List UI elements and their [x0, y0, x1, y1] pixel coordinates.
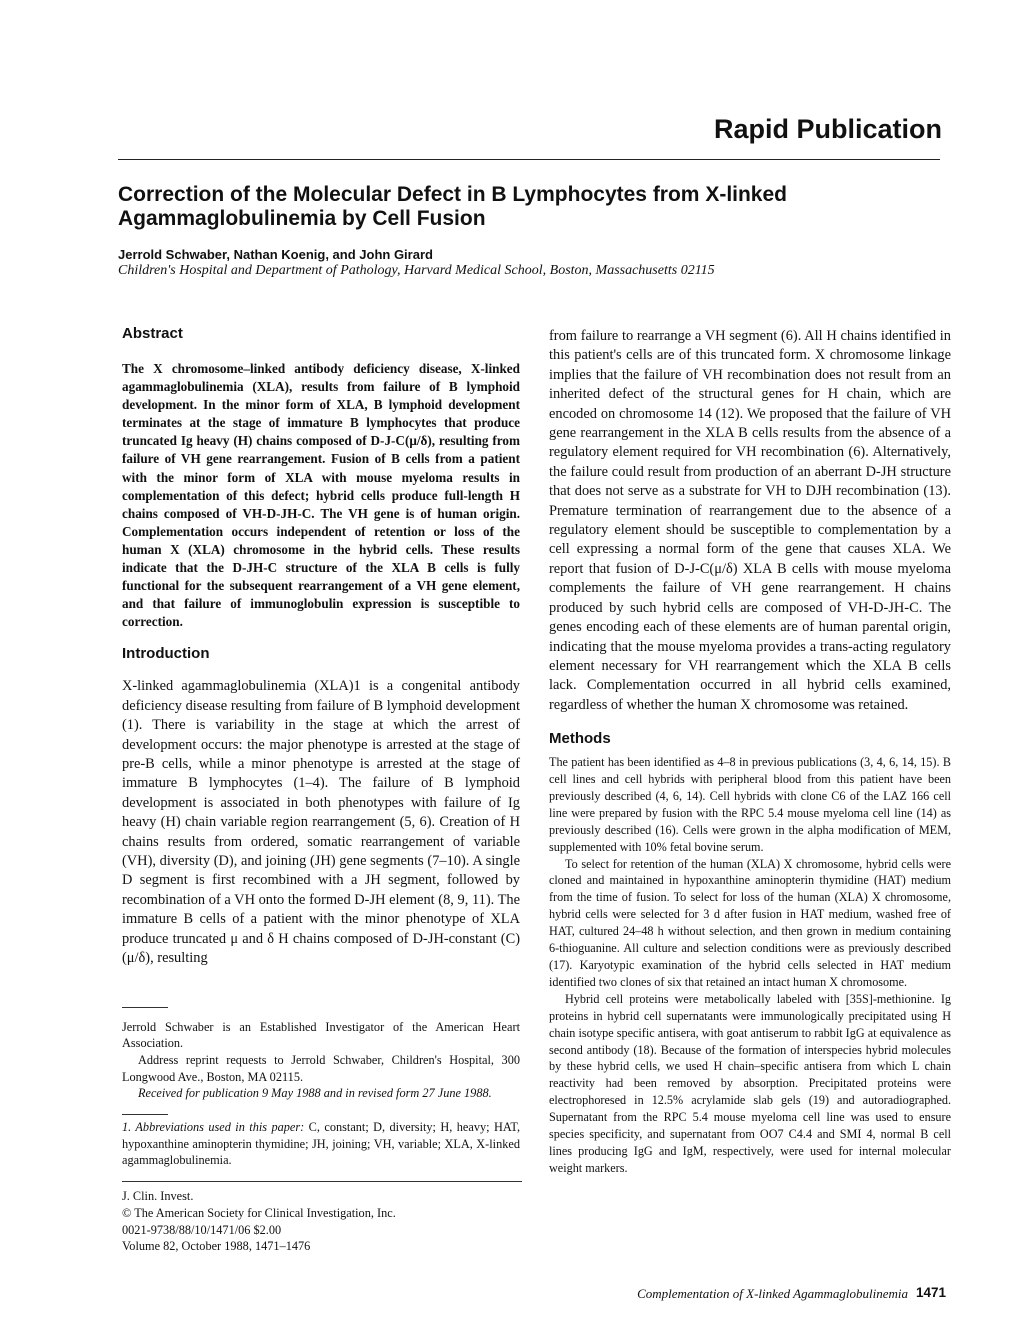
journal-copyright: © The American Society for Clinical Investigation, Inc. — [122, 1205, 396, 1220]
journal-info — [122, 1188, 520, 1255]
left-column — [122, 320, 520, 1255]
abstract-text: The X chromosome–linked antibody deficiency disease, X-linked agammaglobulinemia (XLA), results from failure of B lymphoid development. In the minor form of XLA, B lymphoid development terminates at the stage of immature B lymphocytes that produce truncated Ig heavy (H) chains composed of D-J-C(μ/δ), resulting from failure of VH gene rearrangement. Fusion of B cells from a patient with the minor form of XLA with mouse myeloma results in complementation of this defect; hybrid cells produce full-length H chains composed of VH-D-JH-C. The VH gene is of human origin. Complementation occurs independent of retention or loss of the human X (XLA) chromosome in the hybrid cells. These results indicate that the D-JH-C structure of the XLA B cells is fully functional for the subsequent rearrangement of a VH gene element, and that failure of immunoglobulin expression is susceptible to correction. — [122, 361, 520, 630]
journal-name: J. Clin. Invest. — [122, 1189, 194, 1204]
header-rule — [118, 159, 940, 160]
introduction-text-left: X-linked agammaglobulinemia (XLA)1 is a congenital antibody deficiency disease resulting from failure of B lymphoid development (1). There is variability in the stage at which the arrest of development occurs: the major phenotype is arrested at the stage of pre-B cells, while a minor phenotype is arrested at the stage of immature B lymphocytes (1–4). The failure of B lymphoid development is associated in both phenotypes with failure of Ig heavy (H) chain variable region rearrangement (5, 6). Creation of H chains results from ordered, somatic rearrangement of variable (VH), diversity (D), and joining (JH) gene segments (7–10). A single D segment is first recombined with a JH segment, followed by recombination of a VH onto the formed D-JH element (8, 9, 11). The immature B cells of a patient with the minor phenotype of XLA produce truncated μ and δ H chains composed of D-JH-constant (C)(μ/δ), resulting — [122, 678, 520, 967]
footnote-received: Received for publication 9 May 1988 and in revised form 27 June 1988. — [138, 1086, 492, 1101]
journal-volume: Volume 82, October 1988, 1471–1476 — [122, 1239, 311, 1254]
footnote-rule-2 — [122, 1114, 168, 1115]
journal-issn: 0021-9738/88/10/1471/06 $2.00 — [122, 1222, 282, 1237]
introduction-heading: Introduction — [122, 645, 210, 663]
footnote-abbreviations — [122, 1119, 520, 1169]
methods-paragraph-1: The patient has been identified as 4–8 in previous publications (3, 4, 6, 14, 15). B cell lines and cell hybrids with peripheral blood from this patient have been previously described (4, 6, 14). Cell hybrids with clone C6 of the LAZ 166 cell line were prepared by fusion with the RPC 5.4 mouse myeloma cell line (14) as previously described (16). Cells were grown in the alpha modification of MEM, supplemented with 10% fetal bovine serum. — [549, 755, 951, 854]
introduction-text-right: from failure to rearrange a VH segment (6). All H chains identified in this patient's cells are of this truncated form. X chromosome linkage implies that the failure of VH recombination does not result from an inherited defect of the structural genes for H chain, which are encoded on chromosome 14 (12). We proposed that the failure of VH gene rearrangement in the XLA B cells results from the absence of a regulatory element required for VH recombination (6). Alternatively, the failure could result from production of an aberrant D-JH structure that does not serve as a substrate for VH to DJH recombination (13). Premature termination of rearrangement due to the absence of a regulatory element should be susceptible to complementation by a cell expressing a normal form of the gene that causes XLA. We report that fusion of D-J-C(μ/δ) XLA B cells with mouse myeloma complements the failure of VH gene rearrangement. H chains produced by such hybrid cells are composed of VH-D-JH-C. The genes encoding each of these elements are of human parental origin, indicating that the mouse myeloma provides a trans-acting regulatory element necessary for VH rearrangement which the XLA B cells lack. Complementation occurred in all hybrid cells examined, regardless of whether the human X chromosome was retained. — [549, 328, 951, 713]
abbreviations-label: 1. Abbreviations used in this paper: — [122, 1120, 305, 1135]
footnote-rule — [122, 1007, 168, 1008]
methods-paragraph-3: Hybrid cell proteins were metabolically labeled with [35S]-methionine. Ig proteins in hybrid cell supernatants were immunologically precipitated using H chain isotype specific antisera, with goat antiserum to rabbit IgG at equivalence as second antibody (18). Because of the formation of interspecies hybrid molecules by these hybrid cells, we used H chain–specific antisera from which L chain reactivity had been removed by absorption. Precipitated proteins were electrophoresed in 12.5% acrylamide slab gels (19) and autoradiographed. Supernatant from the RPC 5.4 mouse myeloma cell line was used to ensure species specificity, and supernatant from OO7 C4.4 and SMI 4, normal B cell lines producing IgG and IgM, respectively, were used for internal molecular weight markers. — [549, 991, 951, 1175]
article-title: Correction of the Molecular Defect in B Lymphocytes from X-linked Agammaglobulinemia by Cell Fusion — [118, 183, 787, 230]
author-list: Jerrold Schwaber, Nathan Koenig, and John Girard — [118, 247, 433, 262]
journal-rule — [122, 1181, 522, 1182]
footnote-investigator: Jerrold Schwaber is an Established Investigator of the American Heart Association. — [122, 1019, 520, 1051]
abstract-heading: Abstract — [122, 325, 183, 342]
footnote-address: Address reprint requests to Jerrold Schwaber, Children's Hospital, 300 Longwood Ave., Boston, MA 02115. — [122, 1052, 520, 1084]
affiliation: Children's Hospital and Department of Pathology, Harvard Medical School, Boston, Massachusetts 02115 — [118, 263, 715, 278]
running-title: Complementation of X-linked Agammaglobulinemia — [637, 1286, 908, 1301]
methods-heading: Methods — [549, 730, 611, 748]
right-column — [549, 327, 951, 1177]
abbreviations-text: C, constant; D, diversity; H, heavy; HAT, hypoxanthine aminopterin thymidine; JH, joining; VH, variable; XLA, X-linked agammaglobulinemia. — [122, 1120, 521, 1168]
page-number: 1471 — [916, 1285, 947, 1300]
section-label: Rapid Publication — [713, 114, 942, 144]
methods-paragraph-2: To select for retention of the human (XLA) X chromosome, hybrid cells were cloned and maintained in hypoxanthine aminopterin thymidine (HAT) medium from the time of fusion. To select for loss of the human (XLA) X chromosome, hybrid cells were selected for 3 d after fusion in HAT medium, washed free of HAT, cultured 24–48 h without selection, and then grown in medium containing 6-thioguanine. All culture and selection conditions were as previously described (17). Karyotypic examination of the hybrid cells selected in HAT medium identified two clones of six that retained an intact human X chromosome. — [549, 856, 951, 989]
